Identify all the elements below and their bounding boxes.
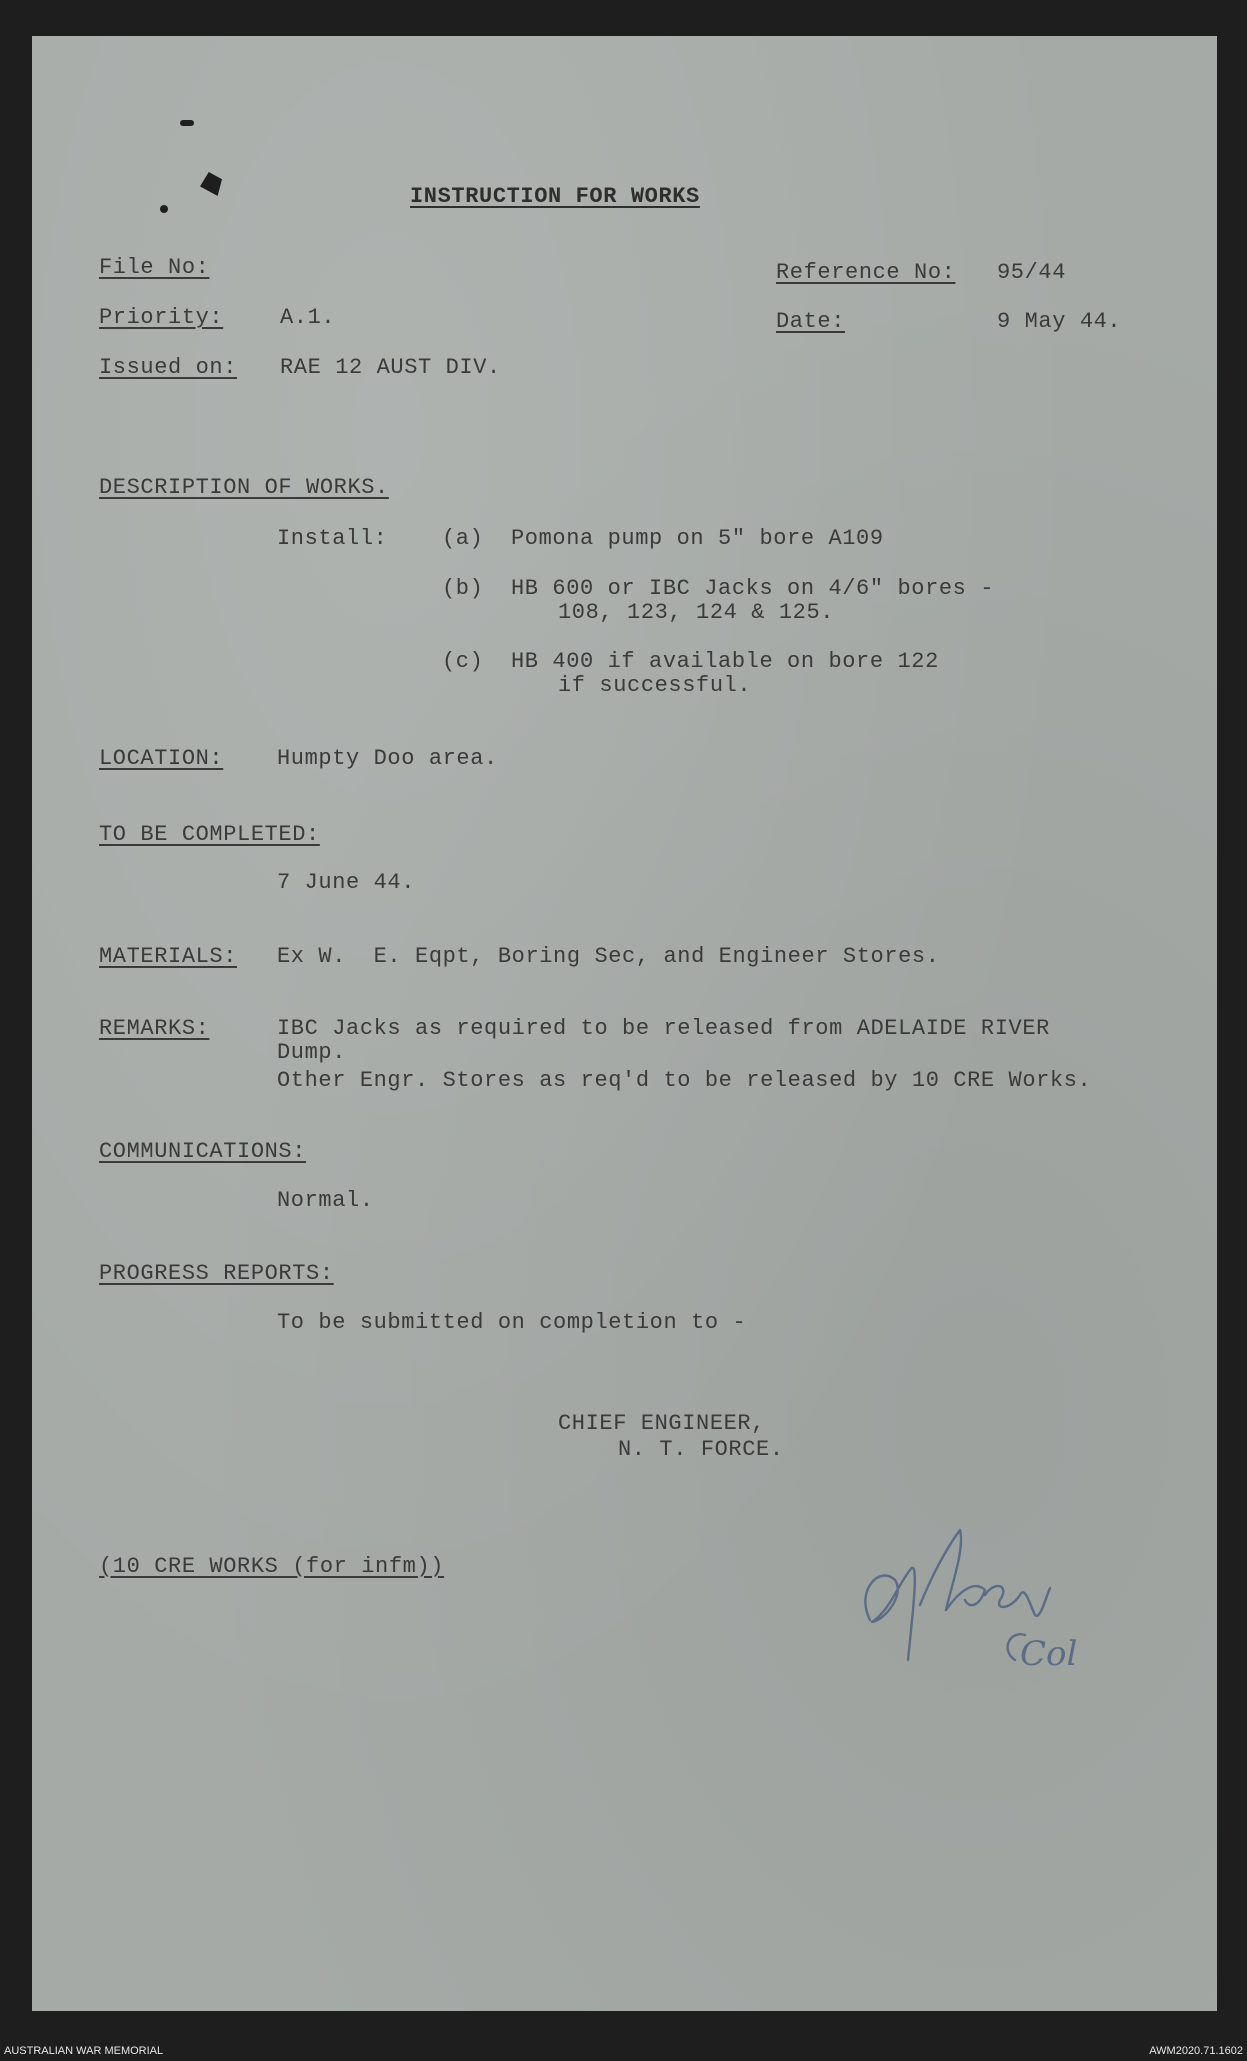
punch-hole-speck bbox=[180, 120, 194, 126]
remarks-line-1: IBC Jacks as required to be released from ADELAIDE RIVER bbox=[277, 1016, 1050, 1041]
issued-label: Issued on: bbox=[99, 355, 238, 380]
completed-value: 7 June 44. bbox=[277, 870, 416, 895]
file-no-label: File No: bbox=[99, 255, 210, 280]
remarks-label: REMARKS: bbox=[99, 1016, 210, 1041]
location-value: Humpty Doo area. bbox=[277, 746, 498, 771]
item-c-text-line2: if successful. bbox=[558, 673, 752, 698]
item-b-text: HB 600 or IBC Jacks on 4/6" bores - bbox=[511, 576, 995, 601]
item-b-text-line2: 108, 123, 124 & 125. bbox=[558, 600, 835, 625]
signatory-line-1: CHIEF ENGINEER, bbox=[558, 1411, 766, 1436]
location-label: LOCATION: bbox=[99, 746, 224, 771]
footer-right-reference: AWM2020.71.1602 bbox=[1149, 2045, 1243, 2057]
priority-value: A.1. bbox=[280, 305, 336, 330]
materials-label: MATERIALS: bbox=[99, 944, 238, 969]
handwritten-signature bbox=[850, 1510, 1100, 1670]
item-c-marker: (c) bbox=[442, 649, 484, 674]
reference-label: Reference No: bbox=[776, 260, 956, 285]
materials-value: Ex W. E. Eqpt, Boring Sec, and Engineer Stores. bbox=[277, 944, 940, 969]
reference-value: 95/44 bbox=[997, 260, 1067, 285]
priority-label: Priority: bbox=[99, 305, 224, 330]
completed-label: TO BE COMPLETED: bbox=[99, 822, 320, 847]
communications-label: COMMUNICATIONS: bbox=[99, 1139, 307, 1164]
communications-value: Normal. bbox=[277, 1188, 374, 1213]
item-a-marker: (a) bbox=[442, 526, 484, 551]
remarks-line-2: Dump. bbox=[277, 1040, 347, 1065]
signature-rank-text: Col bbox=[1020, 1634, 1078, 1670]
install-label: Install: bbox=[277, 526, 388, 551]
item-b-marker: (b) bbox=[442, 576, 484, 601]
description-label: DESCRIPTION OF WORKS. bbox=[99, 475, 389, 500]
issued-value: RAE 12 AUST DIV. bbox=[280, 355, 501, 380]
date-label: Date: bbox=[776, 309, 846, 334]
item-a-text: Pomona pump on 5" bore A109 bbox=[511, 526, 884, 551]
progress-value: To be submitted on completion to - bbox=[277, 1310, 747, 1335]
distribution-note: (10 CRE WORKS (for infm)) bbox=[99, 1554, 445, 1579]
footer-left-credit: AUSTRALIAN WAR MEMORIAL bbox=[4, 2045, 164, 2057]
punch-hole-speck bbox=[160, 205, 168, 213]
progress-label: PROGRESS REPORTS: bbox=[99, 1261, 334, 1286]
item-c-text: HB 400 if available on bore 122 bbox=[511, 649, 939, 674]
document-title: INSTRUCTION FOR WORKS bbox=[410, 184, 700, 209]
signatory-line-2: N. T. FORCE. bbox=[618, 1437, 784, 1462]
remarks-line-3: Other Engr. Stores as req'd to be released by 10 CRE Works. bbox=[277, 1068, 1092, 1093]
date-value: 9 May 44. bbox=[997, 309, 1122, 334]
